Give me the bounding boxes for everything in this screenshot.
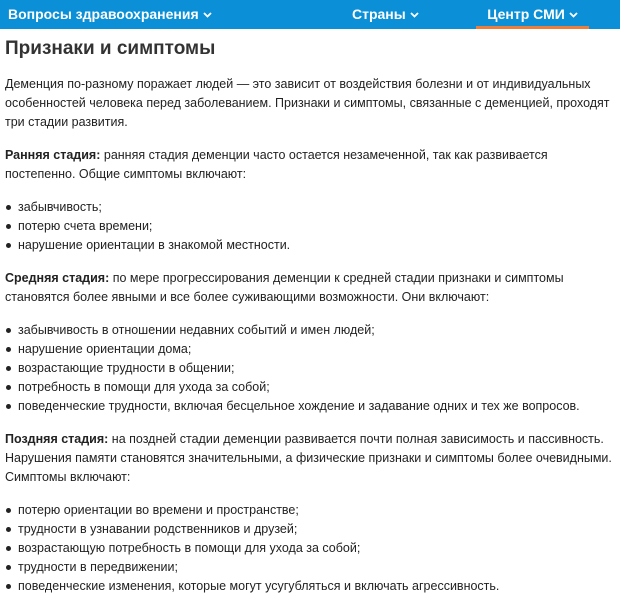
early-stage-symptom-list (5, 198, 614, 255)
list-item: возрастающие трудности в общении; (5, 359, 614, 378)
bullet-icon (6, 347, 11, 352)
middle-stage-symptom-list (5, 321, 614, 416)
list-item: потребность в помощи для ухода за собой; (5, 378, 614, 397)
middle-stage-text: по мере прогрессирования деменции к средней стадии признаки и симптомы становятся более явными и все более суживающими возможности. Они включают: (5, 271, 564, 304)
late-stage-paragraph (5, 430, 614, 487)
chevron-down-icon (203, 1, 212, 30)
early-stage-paragraph (5, 146, 614, 184)
nav-item-label: Вопросы здравоохранения (8, 6, 199, 22)
bullet-icon (6, 224, 11, 229)
bullet-icon (6, 385, 11, 390)
intro-paragraph: Деменция по-разному поражает людей — это зависит от воздействия болезни и от индивидуальных особенностей человека перед заболеванием. Признаки и симптомы, связанные с деменцией, проходят три стадии развития. (5, 77, 610, 129)
bullet-icon (6, 404, 11, 409)
early-stage-text: ранняя стадия деменции часто остается незамеченной, так как развивается постепенно. Общие симптомы включают: (5, 148, 548, 181)
list-item: забывчивость; (5, 198, 614, 217)
top-navigation-bar (0, 0, 620, 29)
list-item: нарушение ориентации в знакомой местности. (5, 236, 614, 255)
nav-item-countries[interactable] (352, 0, 419, 29)
bullet-icon (6, 546, 11, 551)
bullet-icon (6, 508, 11, 513)
bullet-icon (6, 243, 11, 248)
list-item: возрастающую потребность в помощи для ухода за собой; (5, 539, 614, 558)
late-stage-label: Поздняя стадия: (5, 432, 109, 446)
article-content (0, 37, 620, 596)
chevron-down-icon (410, 1, 419, 30)
list-item: поведенческие трудности, включая бесцельное хождение и задавание одних и тех же вопросов. (5, 397, 614, 416)
active-tab-indicator (476, 26, 589, 29)
list-item: трудности в передвижении; (5, 558, 614, 577)
bullet-icon (6, 527, 11, 532)
nav-item-label: Страны (352, 6, 406, 22)
page-title: Признаки и симптомы (5, 38, 216, 59)
list-item: потерю ориентации во времени и пространстве; (5, 501, 614, 520)
list-item: нарушение ориентации дома; (5, 340, 614, 359)
list-item: трудности в узнавании родственников и друзей; (5, 520, 614, 539)
nav-item-media-centre[interactable] (476, 0, 589, 29)
bullet-icon (6, 584, 11, 589)
late-stage-symptom-list (5, 501, 614, 596)
late-stage-text: на поздней стадии деменции развивается почти полная зависимость и пассивность. Нарушения памяти становятся значительными, а физические признаки и симптомы более очевидными. Симптомы включают: (5, 432, 612, 484)
bullet-icon (6, 205, 11, 210)
list-item: забывчивость в отношении недавних событий и имен людей; (5, 321, 614, 340)
nav-item-label: Центр СМИ (487, 6, 565, 22)
bullet-icon (6, 328, 11, 333)
bullet-icon (6, 565, 11, 570)
middle-stage-paragraph (5, 269, 614, 307)
list-item: потерю счета времени; (5, 217, 614, 236)
list-item: поведенческие изменения, которые могут усугубляться и включать агрессивность. (5, 577, 614, 596)
nav-item-health-topics[interactable] (8, 0, 212, 29)
middle-stage-label: Средняя стадия: (5, 271, 110, 285)
bullet-icon (6, 366, 11, 371)
early-stage-label: Ранняя стадия: (5, 148, 101, 162)
